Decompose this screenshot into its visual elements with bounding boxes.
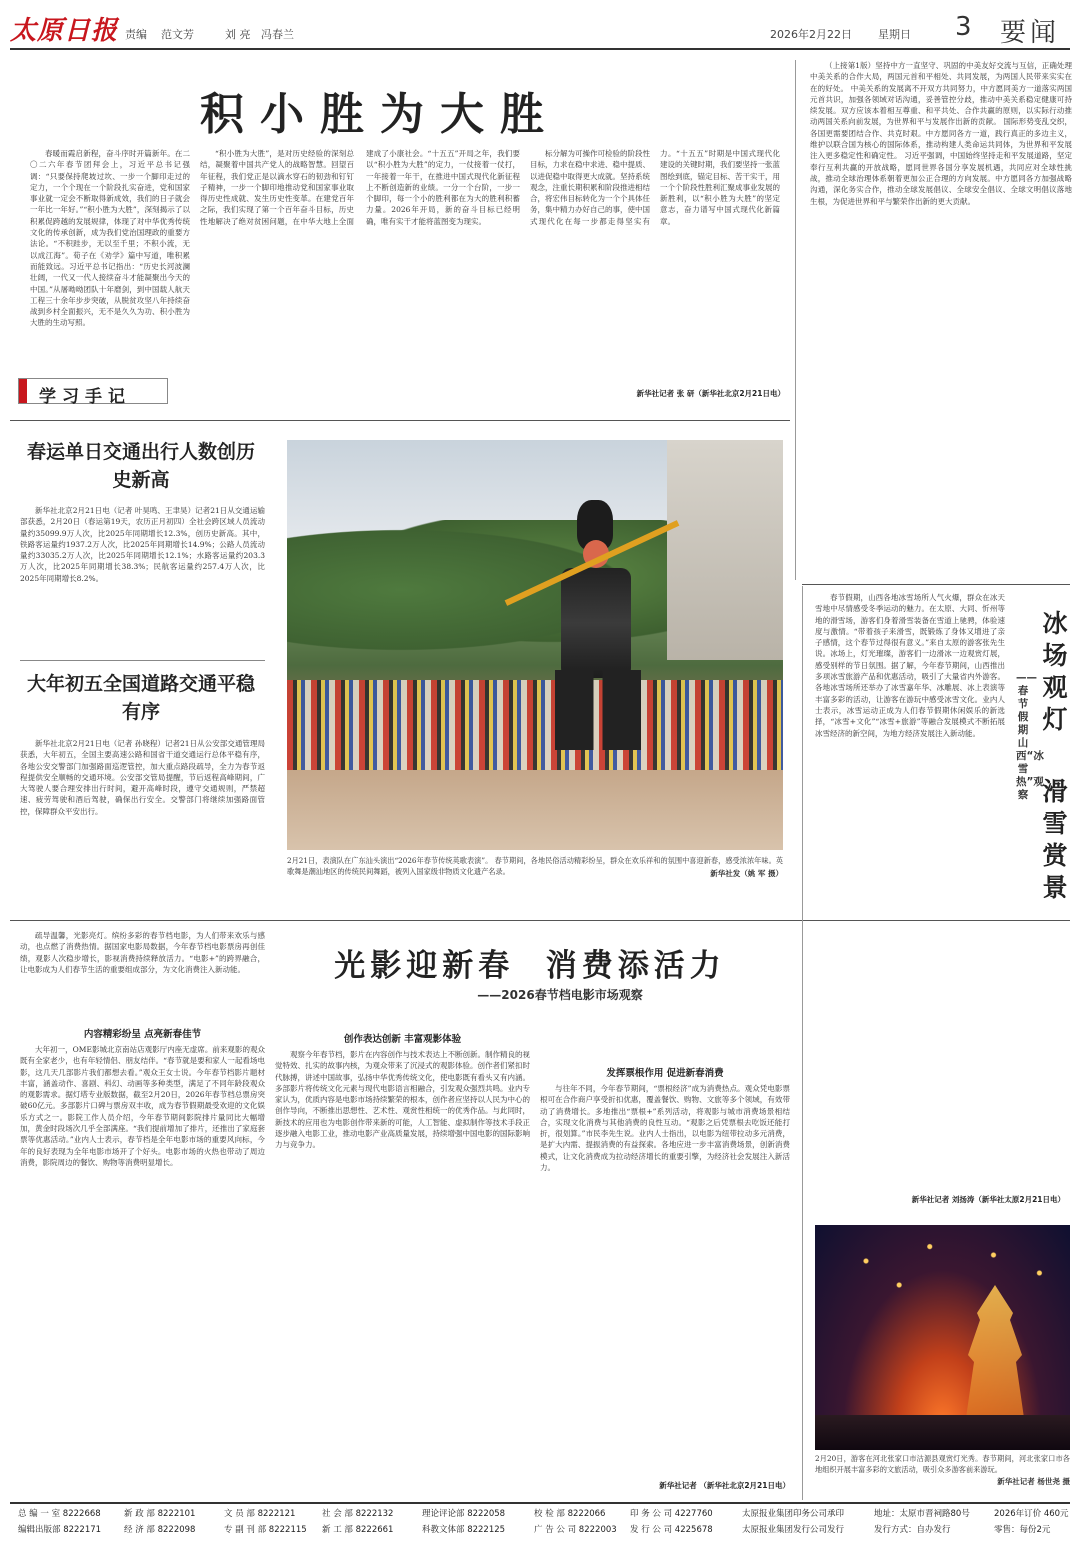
- footer-cell: 新 政 部 8222101: [124, 1509, 196, 1519]
- editor-label: 责编: [125, 28, 147, 41]
- lantern-crowd: [815, 1415, 1070, 1450]
- footer-cell: 理论评论部 8222058: [422, 1509, 506, 1519]
- footer-cell: 文 员 部 8222121: [224, 1509, 296, 1519]
- mid-right-divider: [802, 586, 803, 1500]
- section-name: 要闻: [1000, 18, 1061, 48]
- ice-title-2: 滑雪赏景: [1042, 777, 1068, 902]
- photo-crowd: [287, 680, 783, 770]
- spring-title: 春运单日交通出行人数创历史新高: [26, 441, 255, 491]
- right-divider: [795, 60, 796, 580]
- photo-ground: [287, 770, 783, 850]
- footer-cell: 经 济 部 8222098: [124, 1525, 196, 1535]
- photo-bottom-caption-text: 2月20日，游客在河北张家口市沽源县观赏灯光秀。春节期间，河北张家口市各地组织开展丰富多彩的文旅活动，吸引众多游客前来游玩。: [815, 1454, 1070, 1474]
- footer-cell: 新 工 部 8222661: [322, 1525, 394, 1535]
- column-tag-label: 学习手记: [39, 387, 131, 407]
- lantern-photo: [815, 1225, 1070, 1450]
- newspaper-logo: 太原日报: [10, 16, 119, 46]
- movie-heading-2: 创作表达创新 丰富观影体验: [343, 1034, 462, 1045]
- photo-bottom-credit: 新华社记者 杨世尧 摄: [997, 1477, 1070, 1486]
- movie-intro: [20, 930, 265, 1015]
- photo-top-credit: 新华社发（姚 军 摄）: [710, 868, 783, 878]
- masthead: [0, 0, 1080, 52]
- movie-col-2: [275, 1025, 530, 1500]
- right-top-column: [810, 60, 1072, 580]
- spring-rule: [20, 660, 265, 661]
- movie-col2-text: 观察今年春节档，影片在内容创作与技术表达上不断创新。制作精良的视觉特效、扎实的故事内核，为观众带来了沉浸式的观影体验。创作者们紧扣时代脉搏，讲述中国故事，弘扬中华优秀传统文化，使电影既有看头又有内涵。多部影片将传统文化元素与现代电影语言相融合，引发观众强烈共鸣。业内专家认为，优质内容是电影市场持续繁荣的根本，创作者应坚持以人民为中心的创作导向，不断推出思想性、艺术性、观赏性相统一的优秀作品。与此同时，新技术的应用也为电影创作带来新的可能，人工智能、虚拟制作等技术手段正逐步融入电影工业，推动电影产业高质量发展，持续增强中国电影的国际影响力与竞争力。: [275, 1050, 530, 1150]
- movie-col-3: [540, 1025, 790, 1500]
- movie-subtitle: ——2026春节档电影市场观察: [477, 988, 643, 1002]
- page-number: 3: [955, 12, 972, 42]
- spring-body: [20, 505, 265, 650]
- footer-rule: [10, 1502, 1070, 1504]
- issue-date: 2026年2月22日: [770, 28, 852, 41]
- movie-col3-text: 与往年不同，今年春节期间，“票根经济”成为消费热点。观众凭电影票根可在合作商户享受折扣优惠，覆盖餐饮、购物、文旅等多个领域，有效带动了消费增长。多地推出“票根+”系列活动，将观影与城市消费场景相结合，实现文化消费与其他消费的良性互动。“观影之后凭票根去吃饭还能打折，很划算。”市民李先生说。业内人士指出，以电影为纽带拉动多元消费，是扩大内需、提振消费的有益探索。各地应进一步丰富消费场景，创新消费模式，让文化消费成为拉动经济增长的重要引擎，为经济社会发展注入新活力。: [540, 1084, 790, 1173]
- editor-name: 范文芳: [161, 28, 194, 41]
- lead-column-2: [200, 148, 520, 358]
- lantern-lights: [815, 1225, 1070, 1345]
- roads-title: 大年初五全国道路交通平稳有序: [26, 673, 255, 723]
- footer-cell: 校 检 部 8222066: [534, 1509, 606, 1519]
- roads-body-text: 新华社北京2月21日电（记者 孙晓程）记者21日从公安部交通管理局获悉，大年初五，全国主要高速公路和国省干道交通运行总体平稳有序，各地公安交警部门加强路面巡逻管控，加大重点路段疏导，全力为春节返程提供安全顺畅的交通环境。公安部交管局提醒，节后返程高峰期间，广大驾驶人要合理安排出行时间，避开高峰时段，遵守交通规则，严禁超速、疲劳驾驶和酒后驾驶，确保出行安全。交警部门将继续加强路面管控，保障群众平安出行。: [20, 739, 265, 816]
- lead-title: 积小胜为大胜: [200, 89, 560, 140]
- column-tag-bar: [19, 379, 27, 403]
- footer-cell: 地址：太原市晋祠路80号: [874, 1509, 970, 1519]
- roads-body: [20, 738, 265, 918]
- movie-credit: 新华社记者 （新华社北京2月21日电）: [659, 1481, 790, 1490]
- lead-column-3: [530, 148, 780, 378]
- masthead-rule: [10, 48, 1070, 50]
- lead-col1-text: 春暖而霞启新程，奋斗序时开篇新年。在二〇二六年春节团拜会上，习近平总书记强调：“只要保持爬坡过坎、一步一个脚印走过的定力，一个个现在一个阶段扎实奋进，党和国家事业就一定会不断取得新成效，我们的日子就会一年比一年好。”“积小胜为大胜”，深刻揭示了以积累促跨越的发展规律，体现了对中华优秀传统文化的传承创新，成为我们党治国理政的重要方法论。“不积跬步，无以至千里；不积小流，无以成江海”。荀子在《劝学》篇中写道，唯积累而能致远。习近平总书记指出：“历史长河波澜壮阔，一代又一代人接续奋斗才能凝聚出今天的中国。”从屠呦呦团队十年磨剑，到中国载人航天工程三十余年步步突破，从脱贫攻坚八年持续奋战到乡村全面振兴，无不是久久为功、积小胜为大胜的生动写照。: [30, 149, 190, 328]
- footer-cell: 社 会 部 8222132: [322, 1509, 394, 1519]
- photo-top-caption-text: 2月21日，表演队在广东汕头演出“2026年春节传统英歌表演”。 春节期间，各地民俗活动精彩纷呈，群众在欢乐祥和的氛围中喜迎新春，感受浓浓年味。英歌舞是潮汕地区的传统民间舞蹈，被列入国家级非物质文化遗产名录。: [287, 856, 783, 876]
- movie-heading-1: 内容精彩纷呈 点亮新春佳节: [83, 1029, 202, 1040]
- photo-building-right: [667, 440, 783, 660]
- movie-col1-text: 大年初一，OME影城北京南站店观影厅内座无虚席。前来观影的观众既有全家老少，也有年轻情侣、朋友结伴。“春节就是要和家人一起看场电影，这几天几部影片我们都想去看。”观众王女士说。今年春节档影片题材丰富，涵盖动作、喜剧、科幻、动画等多种类型，满足了不同年龄段观众的观影需求。据灯塔专业版数据，截至2月20日，2026年春节档总票房突破60亿元。多部影片口碑与票房双丰收，成为春节假期最受欢迎的文化娱乐方式之一。影院工作人员介绍，今年春节期间影院排片量同比大幅增加，黄金时段场次几乎全部满座。“我们提前增加了排片，还推出了家庭套票等优惠活动。”业内人士表示，春节档是全年电影市场的重要风向标，今年的良好表现为全年电影市场开了个好头。电影市场的火热也带动了周边消费，影院周边的餐饮、购物等消费明显增长。: [20, 1045, 265, 1167]
- weekday: 星期日: [878, 28, 911, 41]
- staff-names: 刘 亮 冯春兰: [225, 28, 294, 41]
- photo-top-caption: [287, 856, 783, 900]
- movie-title: 光影迎新春 消费添活力: [334, 948, 726, 984]
- ice-subtitle: ——春节假期山西“冰雪热”观察: [1016, 672, 1044, 801]
- lead-column-1: [30, 148, 190, 378]
- column-tag: [18, 378, 168, 407]
- footer-cell: 印 务 公 司 4227760: [630, 1509, 713, 1519]
- movie-intro-text: 疏导温馨，光影亮灯。缤纷多彩的春节档电影，为人们带来欢乐与感动，也点燃了消费热情。据国家电影局数据，今年春节档电影票房再创佳绩，观影人次稳步增长，影视消费持续释放活力。“电影+”的跨界融合，让电影成为人们春节生活的重要组成部分，为文化消费注入新动能。: [20, 931, 265, 974]
- ice-body-text: 春节假期，山西各地冰雪场所人气火爆，群众在冰天雪地中尽情感受冬季运动的魅力。在太原、大同、忻州等地的滑雪场，游客们身着滑雪装备在雪道上驰骋，体验速度与激情。“带着孩子来滑雪，既锻炼了身体又增进了亲子感情，这个春节过得很有意义。”来自太原的游客张先生说。冰场上，灯光璀璨，游客们一边滑冰一边观赏灯展，感受别样的节日氛围。据了解，今年春节期间，山西推出多项冰雪旅游产品和优惠活动，吸引了大量省内外游客。各地冰雪场所还举办了冰雪嘉年华、冰雕展、冰上表演等丰富多彩的活动，让游客在游玩中感受冰雪文化。业内人士表示，冰雪运动正成为人们春节假期休闲娱乐的新选择，“冰雪+文化”“冰雪+旅游”等融合发展模式不断拓展冰雪经济的新空间，为地方经济发展注入新动能。: [815, 593, 1005, 738]
- right-top-text: （上接第1版）坚持中方一直坚守、巩固的中美友好交流与互信，正确处理中美关系的合作大局，两国元首和平相处、共同发展，为两国人民带来实实在在的好处。 中美关系的发展离不开双方共同努力，中方愿同美方一道落实两国元首共识，加强各领域对话沟通，妥善管控分歧，推动中美关系稳定健康可持续发展。双方应该本着相互尊重、和平共处、合作共赢的原则，以实际行动推动两国关系向前发展，为世界和平与发展作出新的贡献。 国际形势变乱交织，各国更需要团结合作、共克时艰。中方愿同各方一道，践行真正的多边主义，维护以联合国为核心的国际体系，推动构建人类命运共同体，为世界和平发展注入更多稳定性和确定性。 习近平强调，中国始终坚持走和平发展道路，坚定奉行互利共赢的开放战略，愿同世界各国分享发展机遇，共同应对全球性挑战，推动全球治理体系朝着更加公正合理的方向发展。中方愿同各方加强战略沟通，深化务实合作，推动全球发展倡议、全球安全倡议、全球文明倡议落地生根，为促进世界和平与繁荣作出新的更大贡献。: [810, 61, 1072, 206]
- lead-bottom-rule: [10, 420, 790, 421]
- photo-bottom-caption: [815, 1454, 1070, 1500]
- footer-cell: 总 编 一 室 8222668: [18, 1509, 101, 1519]
- footer-cell: 太原报业集团印务公司承印: [742, 1509, 845, 1519]
- movie-heading-3: 发挥票根作用 促进新春消费: [606, 1068, 724, 1079]
- lead-col2-text: “积小胜为大胜”，是对历史经验的深刻总结，凝聚着中国共产党人的战略智慧。回望百年征程，我们党正是以滴水穿石的韧劲和钉钉子精神，一步一个脚印地推动党和国家事业取得历史性成就、发生历史性变革。在建党百年之际，我们实现了第一个百年奋斗目标，历史性地解决了绝对贫困问题，在中华大地上全面建成了小康社会。“十五五”开局之年，我们要以“积小胜为大胜”的定力，一仗接着一仗打，一年接着一年干，在推进中国式现代化新征程上不断创造新的业绩。一分一个台阶，一步一个脚印，每一个小的胜利都在为大的胜利积蓄力量。2026年开局，新的奋斗目标已经明确，唯有实干才能将蓝图变为现实。: [200, 149, 520, 226]
- footer-cell: 专 副 刊 部 8222115: [224, 1525, 307, 1535]
- footer-cell: 零售：每份2元: [994, 1525, 1051, 1535]
- photo-dancer: [537, 500, 657, 750]
- footer-cell: 科教文体部 8222125: [422, 1525, 506, 1535]
- lead-credit: 新华社记者 张 研（新华社北京2月21日电）: [636, 389, 785, 398]
- footer-cell: 发 行 公 司 4225678: [630, 1525, 713, 1535]
- dancer-legs: [555, 670, 641, 750]
- ice-credit: 新华社记者 刘扬涛（新华社太原2月21日电）: [911, 1195, 1065, 1204]
- footer-cell: 发行方式：自办发行: [874, 1525, 951, 1535]
- right-top-bottom-rule: [802, 584, 1070, 585]
- footer-cell: 2026年订价 460元: [994, 1509, 1069, 1519]
- spring-body-text: 新华社北京2月21日电（记者 叶昊鸣、王聿昊）记者21日从交通运输部获悉，2月20日（春运第19天，农历正月初四）全社会跨区域人员流动量约35099.9万人次，比2025年同期增长12.3%，创历史新高。其中，铁路客运量约1937.2万人次，比2025年同期增长14.9%；公路人员流动量约33035.2万人次，比2025年同期增长12.1%；水路客运量约203.3万人次，比2025年同期增长38.3%；民航客运量约257.4万人次，比2025年同期增长8.2%。: [20, 506, 265, 583]
- dance-photo: [287, 440, 783, 850]
- footer-cell: 编辑出版部 8222171: [18, 1525, 102, 1535]
- footer-cell: 广 告 公 司 8222003: [534, 1525, 617, 1535]
- dancer-body: [561, 568, 631, 678]
- footer: [12, 1505, 1070, 1539]
- ice-title-1: 冰场观灯: [1042, 609, 1068, 734]
- movie-col-1: [20, 1020, 265, 1500]
- footer-cell: 太原报业集团发行公司发行: [742, 1525, 845, 1535]
- lead-col3-text: 标分解为可操作可检验的阶段性目标，力求在稳中求进、稳中提质、以进促稳中取得更大成就。坚持系统观念，注重长期积累和阶段推进相结合，将宏伟目标转化为一个个具体任务，集中精力办好自己的事，使中国式现代化在每一步都走得坚实有力。“十五五”时期是中国式现代化建设的关键时期，我们要坚持一张蓝图绘到底，锚定目标、苦干实干，用一个个阶段性胜利汇聚成事业发展的新胜利，以“积小胜为大胜”的坚定意志，奋力谱写中国式现代化新篇章。: [530, 149, 780, 226]
